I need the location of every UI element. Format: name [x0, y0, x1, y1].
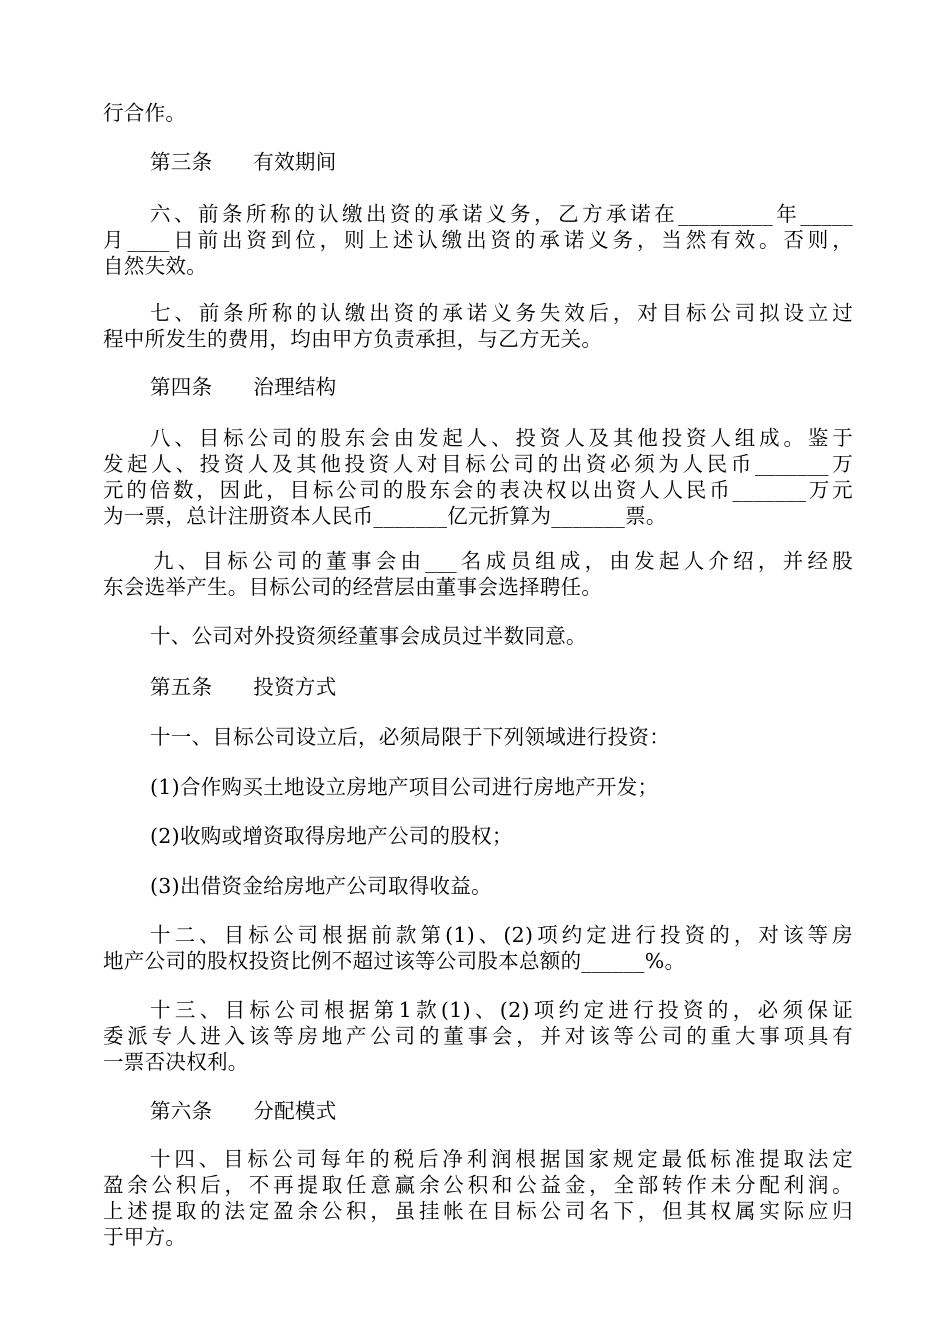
text-line: 东会选举产生。目标公司的经营层由董事会选择聘任。 [103, 575, 603, 599]
article-heading: 第三条 有效期间 [150, 150, 337, 174]
text-line: 行合作。 [103, 101, 187, 125]
text-line: 七、前条所称的认缴出资的承诺义务失效后，对目标公司拟设立过 [150, 301, 853, 325]
text-line: 发起人、投资人及其他投资人对目标公司的出资必须为人民币_______万 [103, 452, 853, 476]
article-heading: 第四条 治理结构 [150, 375, 337, 399]
text-line: 自然失效。 [103, 254, 207, 278]
article-heading: 第五条 投资方式 [150, 675, 337, 699]
text-line: 程中所发生的费用，均由甲方负责承担，与乙方无关。 [103, 327, 603, 351]
text-line: 八、目标公司的股东会由发起人、投资人及其他投资人组成。鉴于 [150, 426, 853, 450]
text-line: 十一、目标公司设立后，必须局限于下列领域进行投资： [150, 725, 670, 749]
text-line: 九、目标公司的董事会由___名成员组成，由发起人介绍，并经股 [153, 549, 853, 573]
text-line: 于甲方。 [103, 1225, 187, 1249]
text-line: 元的倍数，因此，目标公司的股东会的表决权以出资人人民币_______万元 [103, 478, 853, 502]
text-line: 为一票，总计注册资本人民币_______亿元折算为_______票。 [103, 504, 667, 528]
text-line: 六、前条所称的认缴出资的承诺义务，乙方承诺在_________年_____ [150, 202, 853, 226]
list-item: (1)合作购买土地设立房地产项目公司进行房地产开发； [150, 775, 659, 799]
list-item: (3)出借资金给房地产公司取得收益。 [150, 874, 492, 898]
text-line: 十二、目标公司根据前款第(1)、(2)项约定进行投资的，对该等房 [150, 923, 853, 947]
text-line: 月____日前出资到位，则上述认缴出资的承诺义务，当然有效。否则， [103, 228, 853, 252]
text-line: 十、公司对外投资须经董事会成员过半数同意。 [150, 624, 587, 648]
article-heading: 第六条 分配模式 [150, 1099, 337, 1123]
text-line: 十三、目标公司根据第1款(1)、(2)项约定进行投资的，必须保证 [150, 998, 853, 1022]
text-line: 上述提取的法定盈余公积，虽挂帐在目标公司名下，但其权属实际应归 [103, 1199, 853, 1223]
text-line: 盈余公积后，不再提取任意赢余公积和公益金，全部转作未分配利润。 [103, 1173, 853, 1197]
text-line: 十四、目标公司每年的税后净利润根据国家规定最低标准提取法定 [150, 1147, 853, 1171]
text-line: 委派专人进入该等房地产公司的董事会，并对该等公司的重大事项具有 [103, 1024, 853, 1048]
text-line: 地产公司的股权投资比例不超过该等公司股本总额的______%。 [103, 949, 686, 973]
text-line: 一票否决权利。 [103, 1050, 249, 1074]
list-item: (2)收购或增资取得房地产公司的股权； [150, 824, 513, 848]
